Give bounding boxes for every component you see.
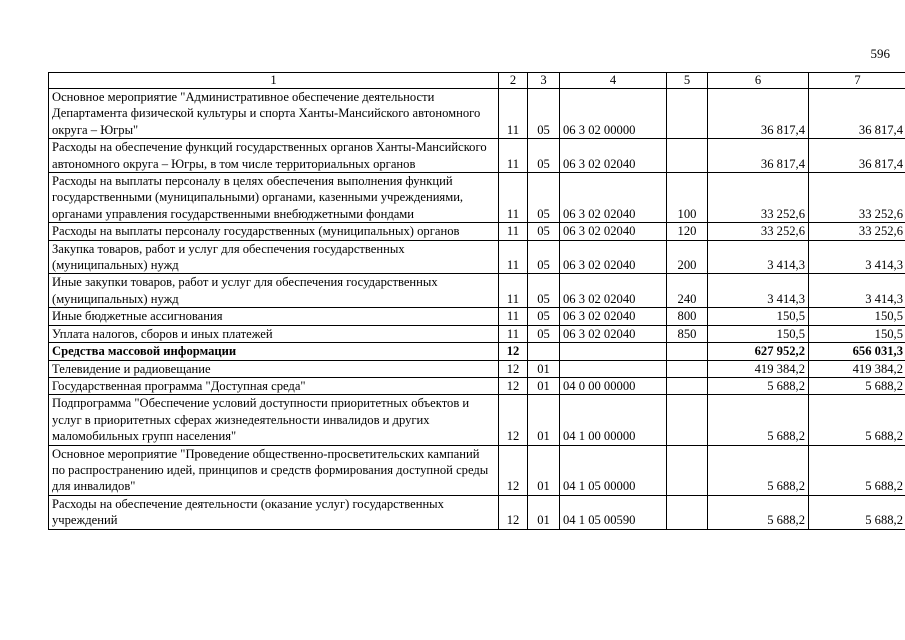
- target-article-cell: [560, 360, 667, 377]
- subsection-cell: 01: [528, 445, 560, 495]
- amount-col7-cell: 5 688,2: [809, 377, 905, 394]
- table-row: [49, 223, 905, 240]
- amount-col7-cell: 36 817,4: [809, 139, 905, 173]
- amount-col6-cell: 33 252,6: [708, 173, 809, 223]
- amount-col6-cell: 5 688,2: [708, 445, 809, 495]
- row-name-cell: Иные бюджетные ассигнования: [49, 308, 499, 325]
- amount-col6-cell: 33 252,6: [708, 223, 809, 240]
- table-row: [49, 495, 905, 529]
- table-row: [49, 343, 905, 360]
- subsection-cell: 05: [528, 223, 560, 240]
- subsection-cell: 05: [528, 173, 560, 223]
- amount-col6-cell: 36 817,4: [708, 89, 809, 139]
- target-article-cell: [560, 343, 667, 360]
- header-cell: 1: [49, 73, 499, 89]
- target-article-cell: 06 3 02 00000: [560, 89, 667, 139]
- amount-col6-cell: 3 414,3: [708, 274, 809, 308]
- expense-type-cell: [667, 495, 708, 529]
- target-article-cell: 06 3 02 02040: [560, 173, 667, 223]
- amount-col7-cell: 150,5: [809, 308, 905, 325]
- section-cell: 11: [499, 308, 528, 325]
- amount-col6-cell: 150,5: [708, 325, 809, 342]
- row-name-cell: Средства массовой информации: [49, 343, 499, 360]
- expense-type-cell: 200: [667, 240, 708, 274]
- section-cell: 11: [499, 325, 528, 342]
- target-article-cell: 06 3 02 02040: [560, 240, 667, 274]
- table-row: [49, 445, 905, 495]
- section-cell: 11: [499, 240, 528, 274]
- row-name-cell: Уплата налогов, сборов и иных платежей: [49, 325, 499, 342]
- header-cell: 3: [528, 73, 560, 89]
- amount-col6-cell: 5 688,2: [708, 395, 809, 445]
- subsection-cell: 05: [528, 139, 560, 173]
- expense-type-cell: [667, 360, 708, 377]
- section-cell: 12: [499, 343, 528, 360]
- row-name-cell: Государственная программа "Доступная среда": [49, 377, 499, 394]
- section-cell: 11: [499, 274, 528, 308]
- amount-col7-cell: 150,5: [809, 325, 905, 342]
- row-name-cell: Основное мероприятие "Административное обеспечение деятельности Департамента физической культуры и спорта Ханты-Мансийского автономного округа – Югры": [49, 89, 499, 139]
- subsection-cell: 01: [528, 377, 560, 394]
- amount-col6-cell: 5 688,2: [708, 495, 809, 529]
- target-article-cell: 04 1 05 00590: [560, 495, 667, 529]
- target-article-cell: 04 1 00 00000: [560, 395, 667, 445]
- table-row: [49, 139, 905, 173]
- target-article-cell: 06 3 02 02040: [560, 325, 667, 342]
- table-row: [49, 325, 905, 342]
- row-name-cell: Расходы на обеспечение функций государственных органов Ханты-Мансийского автономного округа – Югры, в том числе территориальных органов: [49, 139, 499, 173]
- subsection-cell: 05: [528, 325, 560, 342]
- header-row: [49, 73, 905, 89]
- table-row: [49, 274, 905, 308]
- subsection-cell: 01: [528, 395, 560, 445]
- table-row: [49, 308, 905, 325]
- amount-col7-cell: 36 817,4: [809, 89, 905, 139]
- header-cell: 5: [667, 73, 708, 89]
- row-name-cell: Телевидение и радиовещание: [49, 360, 499, 377]
- table-row: [49, 240, 905, 274]
- amount-col6-cell: 5 688,2: [708, 377, 809, 394]
- budget-table: [48, 72, 905, 530]
- header-cell: 2: [499, 73, 528, 89]
- expense-type-cell: [667, 343, 708, 360]
- amount-col7-cell: 33 252,6: [809, 223, 905, 240]
- expense-type-cell: [667, 445, 708, 495]
- table-row: [49, 377, 905, 394]
- row-name-cell: Закупка товаров, работ и услуг для обеспечения государственных (муниципальных) нужд: [49, 240, 499, 274]
- header-cell: 4: [560, 73, 667, 89]
- target-article-cell: 06 3 02 02040: [560, 223, 667, 240]
- amount-col7-cell: 33 252,6: [809, 173, 905, 223]
- subsection-cell: 01: [528, 360, 560, 377]
- amount-col6-cell: 419 384,2: [708, 360, 809, 377]
- amount-col7-cell: 419 384,2: [809, 360, 905, 377]
- expense-type-cell: [667, 395, 708, 445]
- subsection-cell: 01: [528, 495, 560, 529]
- section-cell: 11: [499, 223, 528, 240]
- section-cell: 11: [499, 89, 528, 139]
- amount-col7-cell: 5 688,2: [809, 395, 905, 445]
- amount-col7-cell: 3 414,3: [809, 274, 905, 308]
- subsection-cell: [528, 343, 560, 360]
- subsection-cell: 05: [528, 308, 560, 325]
- table-body: [49, 73, 905, 530]
- target-article-cell: 06 3 02 02040: [560, 308, 667, 325]
- amount-col7-cell: 656 031,3: [809, 343, 905, 360]
- row-name-cell: Иные закупки товаров, работ и услуг для обеспечения государственных (муниципальных) нужд: [49, 274, 499, 308]
- expense-type-cell: 120: [667, 223, 708, 240]
- expense-type-cell: 800: [667, 308, 708, 325]
- amount-col6-cell: 627 952,2: [708, 343, 809, 360]
- section-cell: 12: [499, 395, 528, 445]
- expense-type-cell: 240: [667, 274, 708, 308]
- page-number: 596: [870, 46, 890, 61]
- subsection-cell: 05: [528, 89, 560, 139]
- section-cell: 12: [499, 377, 528, 394]
- section-cell: 11: [499, 173, 528, 223]
- target-article-cell: 04 0 00 00000: [560, 377, 667, 394]
- table-row: [49, 360, 905, 377]
- target-article-cell: 04 1 05 00000: [560, 445, 667, 495]
- subsection-cell: 05: [528, 240, 560, 274]
- expense-type-cell: [667, 139, 708, 173]
- expense-type-cell: 850: [667, 325, 708, 342]
- section-cell: 12: [499, 360, 528, 377]
- row-name-cell: Основное мероприятие "Проведение общественно-просветительских кампаний по распространению идей, принципов и средств формирования доступной среды для инвалидов": [49, 445, 499, 495]
- table-row: [49, 89, 905, 139]
- target-article-cell: 06 3 02 02040: [560, 139, 667, 173]
- amount-col7-cell: 3 414,3: [809, 240, 905, 274]
- section-cell: 12: [499, 495, 528, 529]
- amount-col6-cell: 36 817,4: [708, 139, 809, 173]
- row-name-cell: Расходы на выплаты персоналу в целях обеспечения выполнения функций государственными (муниципальными) органами, казенными учреждениями, органами управления государственными внебюджетными фондами: [49, 173, 499, 223]
- amount-col7-cell: 5 688,2: [809, 495, 905, 529]
- section-cell: 12: [499, 445, 528, 495]
- row-name-cell: Расходы на обеспечение деятельности (оказание услуг) государственных учреждений: [49, 495, 499, 529]
- row-name-cell: Подпрограмма "Обеспечение условий доступности приоритетных объектов и услуг в приоритетных сферах жизнедеятельности инвалидов и других маломобильных групп населения": [49, 395, 499, 445]
- amount-col6-cell: 150,5: [708, 308, 809, 325]
- header-cell: 7: [809, 73, 905, 89]
- table-row: [49, 173, 905, 223]
- row-name-cell: Расходы на выплаты персоналу государственных (муниципальных) органов: [49, 223, 499, 240]
- section-cell: 11: [499, 139, 528, 173]
- header-cell: 6: [708, 73, 809, 89]
- expense-type-cell: [667, 89, 708, 139]
- subsection-cell: 05: [528, 274, 560, 308]
- amount-col7-cell: 5 688,2: [809, 445, 905, 495]
- expense-type-cell: 100: [667, 173, 708, 223]
- amount-col6-cell: 3 414,3: [708, 240, 809, 274]
- expense-type-cell: [667, 377, 708, 394]
- target-article-cell: 06 3 02 02040: [560, 274, 667, 308]
- table-row: [49, 395, 905, 445]
